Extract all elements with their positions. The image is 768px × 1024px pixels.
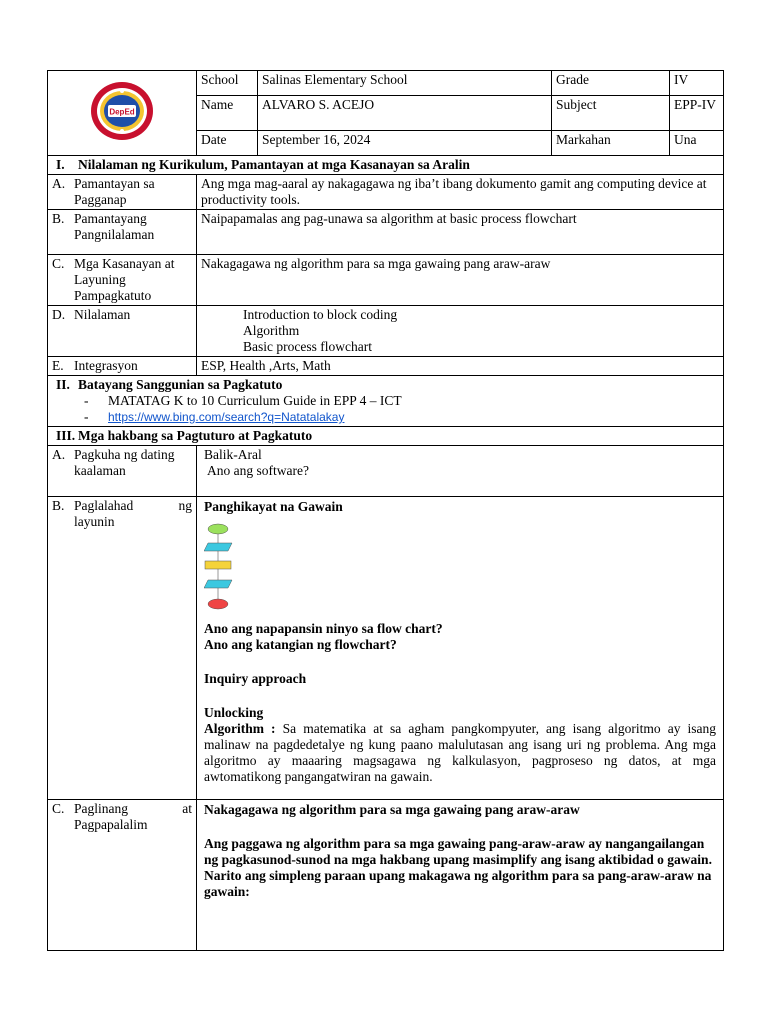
grade-label: Grade xyxy=(552,71,670,96)
lesson-plan xyxy=(47,70,723,951)
content-item: Basic process flowchart xyxy=(243,339,372,354)
section-1-heading: I. Nilalaman ng Kurikulum, Pamantayan at mga Kasanayan sa Aralin xyxy=(48,156,724,175)
row-3c-content xyxy=(197,800,724,951)
row-1b-label: B. Pamantayang Pangnilalaman xyxy=(48,210,197,255)
quarter-value: Una xyxy=(670,131,724,156)
date-value: September 16, 2024 xyxy=(258,131,552,156)
name-value: ALVARO S. ACEJO xyxy=(258,96,552,131)
row-1b-text: Naipapamalas ang pag-unawa sa algorithm at basic process flowchart xyxy=(197,210,724,255)
school-logo xyxy=(88,79,156,143)
reference-item: - MATATAG K to 10 Curriculum Guide in EPP 4 – ICT xyxy=(84,393,402,408)
flowchart-image xyxy=(204,521,244,613)
approach: Inquiry approach xyxy=(204,671,307,686)
row-1c-text: Nakagagawa ng algorithm para sa mga gawaing pang araw-araw xyxy=(197,255,724,306)
content-item: Introduction to block coding xyxy=(243,307,398,322)
row-3a-label: A. Pagkuha ng dating kaalaman xyxy=(48,446,197,497)
activity-heading: Panghikayat na Gawain xyxy=(204,499,343,514)
school-logo-cell xyxy=(48,71,197,156)
section-2-heading: II. Batayang Sanggunian sa Pagkatuto xyxy=(56,377,283,392)
grade-value: IV xyxy=(670,71,724,96)
development-heading: Nakagagawa ng algorithm para sa mga gawaing pang araw-araw xyxy=(204,802,580,817)
reference-item: - https://www.bing.com/search?q=Natatalakay xyxy=(84,409,345,424)
row-1e-label: E. Integrasyon xyxy=(48,357,197,376)
section-2 xyxy=(48,376,724,427)
name-label: Name xyxy=(197,96,258,131)
subject-value: EPP-IV xyxy=(670,96,724,131)
date-label: Date xyxy=(197,131,258,156)
row-3b-content xyxy=(197,497,724,800)
subject-label: Subject xyxy=(552,96,670,131)
row-1d-label: D. Nilalaman xyxy=(48,306,197,357)
school-value: Salinas Elementary School xyxy=(258,71,552,96)
development-paragraph: Ang paggawa ng algorithm para sa mga gawaing pang-araw-araw ay nangangailangan ng pagkasunod-sunod na mga hakbang upang masimplify ang isang aktibidad o gawain. Narito ang simpleng paraan upang makagawa ng algorithm para sa pang-araw-araw na gawain: xyxy=(204,836,712,899)
row-3b-label: B. Paglalahad ng layunin xyxy=(48,497,197,800)
unlocking-heading: Unlocking xyxy=(204,705,264,720)
row-3c-label: C. Paglinang at Pagpapalalim xyxy=(48,800,197,951)
quarter-label: Markahan xyxy=(552,131,670,156)
content-item: Algorithm xyxy=(243,323,300,338)
row-1a-label: A. Pamantayan sa Pagganap xyxy=(48,175,197,210)
school-label: School xyxy=(197,71,258,96)
algorithm-definition: Algorithm : Sa matematika at sa agham pangkompyuter, ang isang algoritmo ay isang malinaw na pagdedetalye ng kung paano malulutasan ang isang uri ng problema. Ang mga algoritmo ay maaaring magsagawa ng kalkulasyon, pagproseso ng datos, at mga awtomatikong pangangatwiran na gawain. xyxy=(204,721,717,784)
question-1: Ano ang napapansin ninyo sa flow chart? xyxy=(204,621,443,636)
question-2: Ano ang katangian ng flowchart? xyxy=(204,637,397,652)
section-3-heading: III. Mga hakbang sa Pagtuturo at Pagkatuto xyxy=(48,427,724,446)
row-3a-content: Balik-Aral Ano ang software? xyxy=(197,446,724,497)
logo-text: DepEd xyxy=(109,107,135,117)
row-1e-text: ESP, Health ,Arts, Math xyxy=(197,357,724,376)
row-1c-label: C. Mga Kasanayan at Layuning Pampagkatuto xyxy=(48,255,197,306)
row-1d-content xyxy=(197,306,724,357)
row-1a-text: Ang mga mag-aaral ay nakagagawa ng iba’t ibang dokumento gamit ang computing device at productivity tools. xyxy=(197,175,724,210)
reference-link[interactable]: https://www.bing.com/search?q=Natatalakay xyxy=(108,410,345,424)
lesson-plan-table xyxy=(47,70,724,951)
